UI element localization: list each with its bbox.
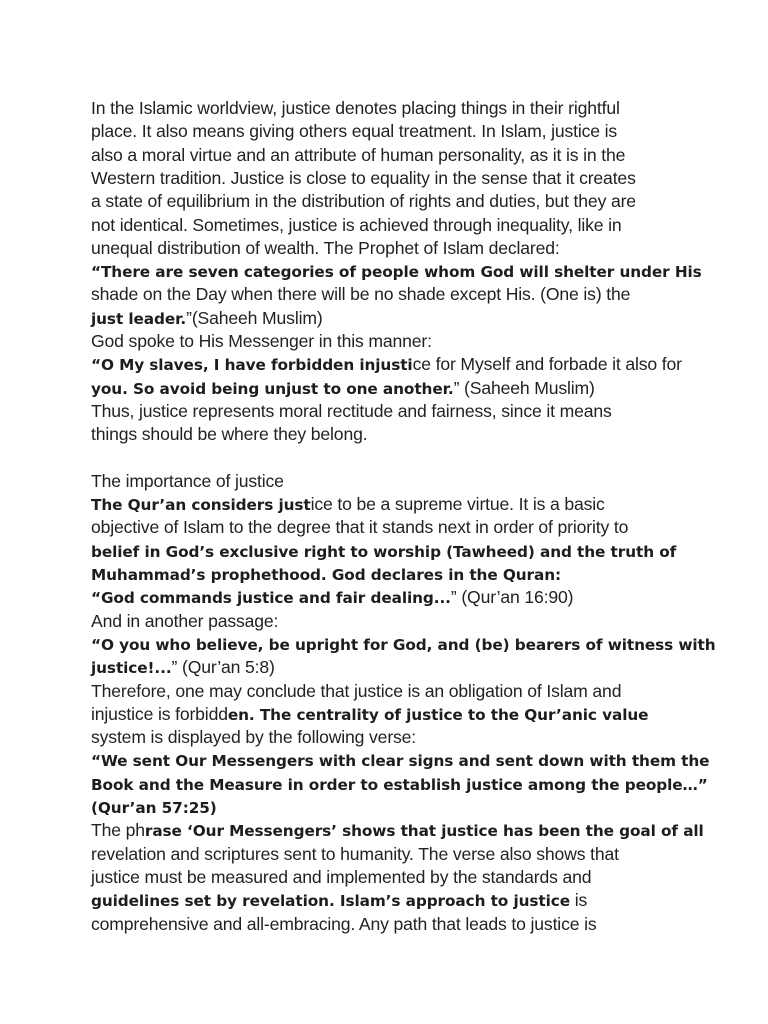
- text-run: ce for Myself and forbade it also for: [412, 354, 682, 375]
- text-run: shade on the Day when there will be no shade except His. (One is) the: [91, 284, 631, 305]
- text-run: unequal distribution of wealth. The Prophet of Islam declared:: [91, 237, 560, 258]
- bold-text-run: rase ‘Our Messengers’ shows that justice has been the goal of all: [144, 822, 704, 841]
- text-run: a state of equilibrium in the distribution of rights and duties, but they are: [91, 191, 636, 212]
- text-run: God spoke to His Messenger in this manner:: [91, 331, 432, 351]
- bold-text-run: “God commands justice and fair dealing...: [91, 589, 451, 608]
- text-run: The importance of justice: [91, 470, 284, 491]
- text-line: [91, 399, 612, 423]
- bold-text-run: (Qur’an 57:25): [91, 799, 217, 817]
- text-line: [91, 306, 323, 331]
- bold-text-run: “We sent Our Messengers with clear signs and sent down with them the: [91, 752, 710, 771]
- bold-text-run: justice!...: [91, 659, 172, 678]
- text-line: [91, 912, 597, 936]
- text-run: not identical. Sometimes, justice is achieved through inequality, like in: [91, 214, 622, 235]
- text-run: The ph: [91, 820, 145, 841]
- text-run: ” (Saheeh Muslim): [453, 377, 595, 398]
- text-line: [91, 422, 367, 446]
- text-run: injustice is forbidd: [91, 703, 228, 724]
- text-line: [91, 282, 630, 306]
- text-line: [91, 259, 702, 284]
- text-line: [91, 213, 622, 237]
- text-line: [91, 702, 648, 727]
- text-line: [91, 469, 284, 493]
- text-run: ice to be a supreme virtue. It is a basic: [310, 494, 605, 515]
- text-line: [91, 189, 636, 213]
- bold-text-run: Book and the Measure in order to establish justice among the people…”: [91, 775, 708, 794]
- text-run: ” (Qur’an 5:8): [171, 657, 275, 678]
- text-line: [91, 492, 605, 517]
- text-line: [91, 842, 619, 866]
- text-run: comprehensive and all-embracing. Any path that leads to justice is: [91, 913, 597, 934]
- bold-text-run: “O you who believe, be upright for God, and (be) bearers of witness with: [91, 635, 716, 654]
- text-run: Therefore, one may conclude that justice is an obligation of Islam and: [91, 680, 622, 701]
- text-line: [91, 562, 561, 587]
- text-line: [91, 585, 573, 610]
- bold-text-run: belief in God’s exclusive right to worship (Tawheed) and the truth of: [91, 542, 677, 561]
- text-line: [91, 679, 621, 703]
- text-line: [91, 143, 625, 167]
- text-run: ” (Qur’an 16:90): [450, 587, 574, 608]
- text-line: [91, 352, 682, 377]
- text-run: objective of Islam to the degree that it stands next in order of priority to: [91, 517, 629, 538]
- text-line: [91, 655, 275, 680]
- text-line: [91, 609, 278, 633]
- text-run: things should be where they belong.: [91, 424, 368, 445]
- text-line: [91, 166, 636, 190]
- text-line: [91, 632, 716, 657]
- text-line: [91, 96, 620, 120]
- text-run: And in another passage:: [91, 610, 279, 631]
- text-line: [91, 795, 217, 820]
- text-line: [91, 119, 617, 143]
- bold-text-run: just leader.: [91, 309, 187, 328]
- text-run: Thus, justice represents moral rectitude and fairness, since it means: [91, 400, 612, 421]
- text-run: also a moral virtue and an attribute of human personality, as it is in the: [91, 144, 626, 165]
- text-line: [91, 772, 708, 797]
- text-run: ”(Saheeh Muslim): [186, 307, 323, 328]
- text-line: [91, 725, 416, 749]
- bold-text-run: guidelines set by revelation. Islam’s approach to justice: [91, 892, 570, 911]
- text-line: [91, 539, 676, 564]
- text-line: [91, 329, 432, 353]
- text-run: In the Islamic worldview, justice denotes placing things in their rightful: [91, 98, 620, 118]
- text-line: [91, 865, 591, 889]
- bold-text-run: you. So avoid being unjust to one another.: [91, 379, 454, 398]
- text-line: [91, 515, 628, 539]
- text-run: justice must be measured and implemented by the standards and: [91, 866, 592, 887]
- text-run: is: [569, 890, 588, 911]
- bold-text-run: “O My slaves, I have forbidden injusti: [91, 356, 413, 375]
- text-line: [91, 376, 595, 401]
- text-line: [91, 888, 587, 913]
- text-line: [91, 236, 560, 260]
- text-run: system is displayed by the following verse:: [91, 727, 417, 748]
- text-line: [91, 818, 704, 843]
- bold-text-run: “There are seven categories of people whom God will shelter under His: [91, 263, 702, 282]
- bold-text-run: en. The centrality of justice to the Qur’anic value: [227, 705, 649, 724]
- text-run: place. It also means giving others equal treatment. In Islam, justice is: [91, 121, 618, 142]
- text-run: revelation and scriptures sent to humanity. The verse also shows that: [91, 843, 619, 864]
- bold-text-run: Muhammad’s prophethood. God declares in the Quran:: [91, 566, 562, 584]
- bold-text-run: The Qur’an considers just: [91, 496, 311, 515]
- text-line: [91, 748, 709, 773]
- text-run: Western tradition. Justice is close to equality in the sense that it creates: [91, 167, 636, 188]
